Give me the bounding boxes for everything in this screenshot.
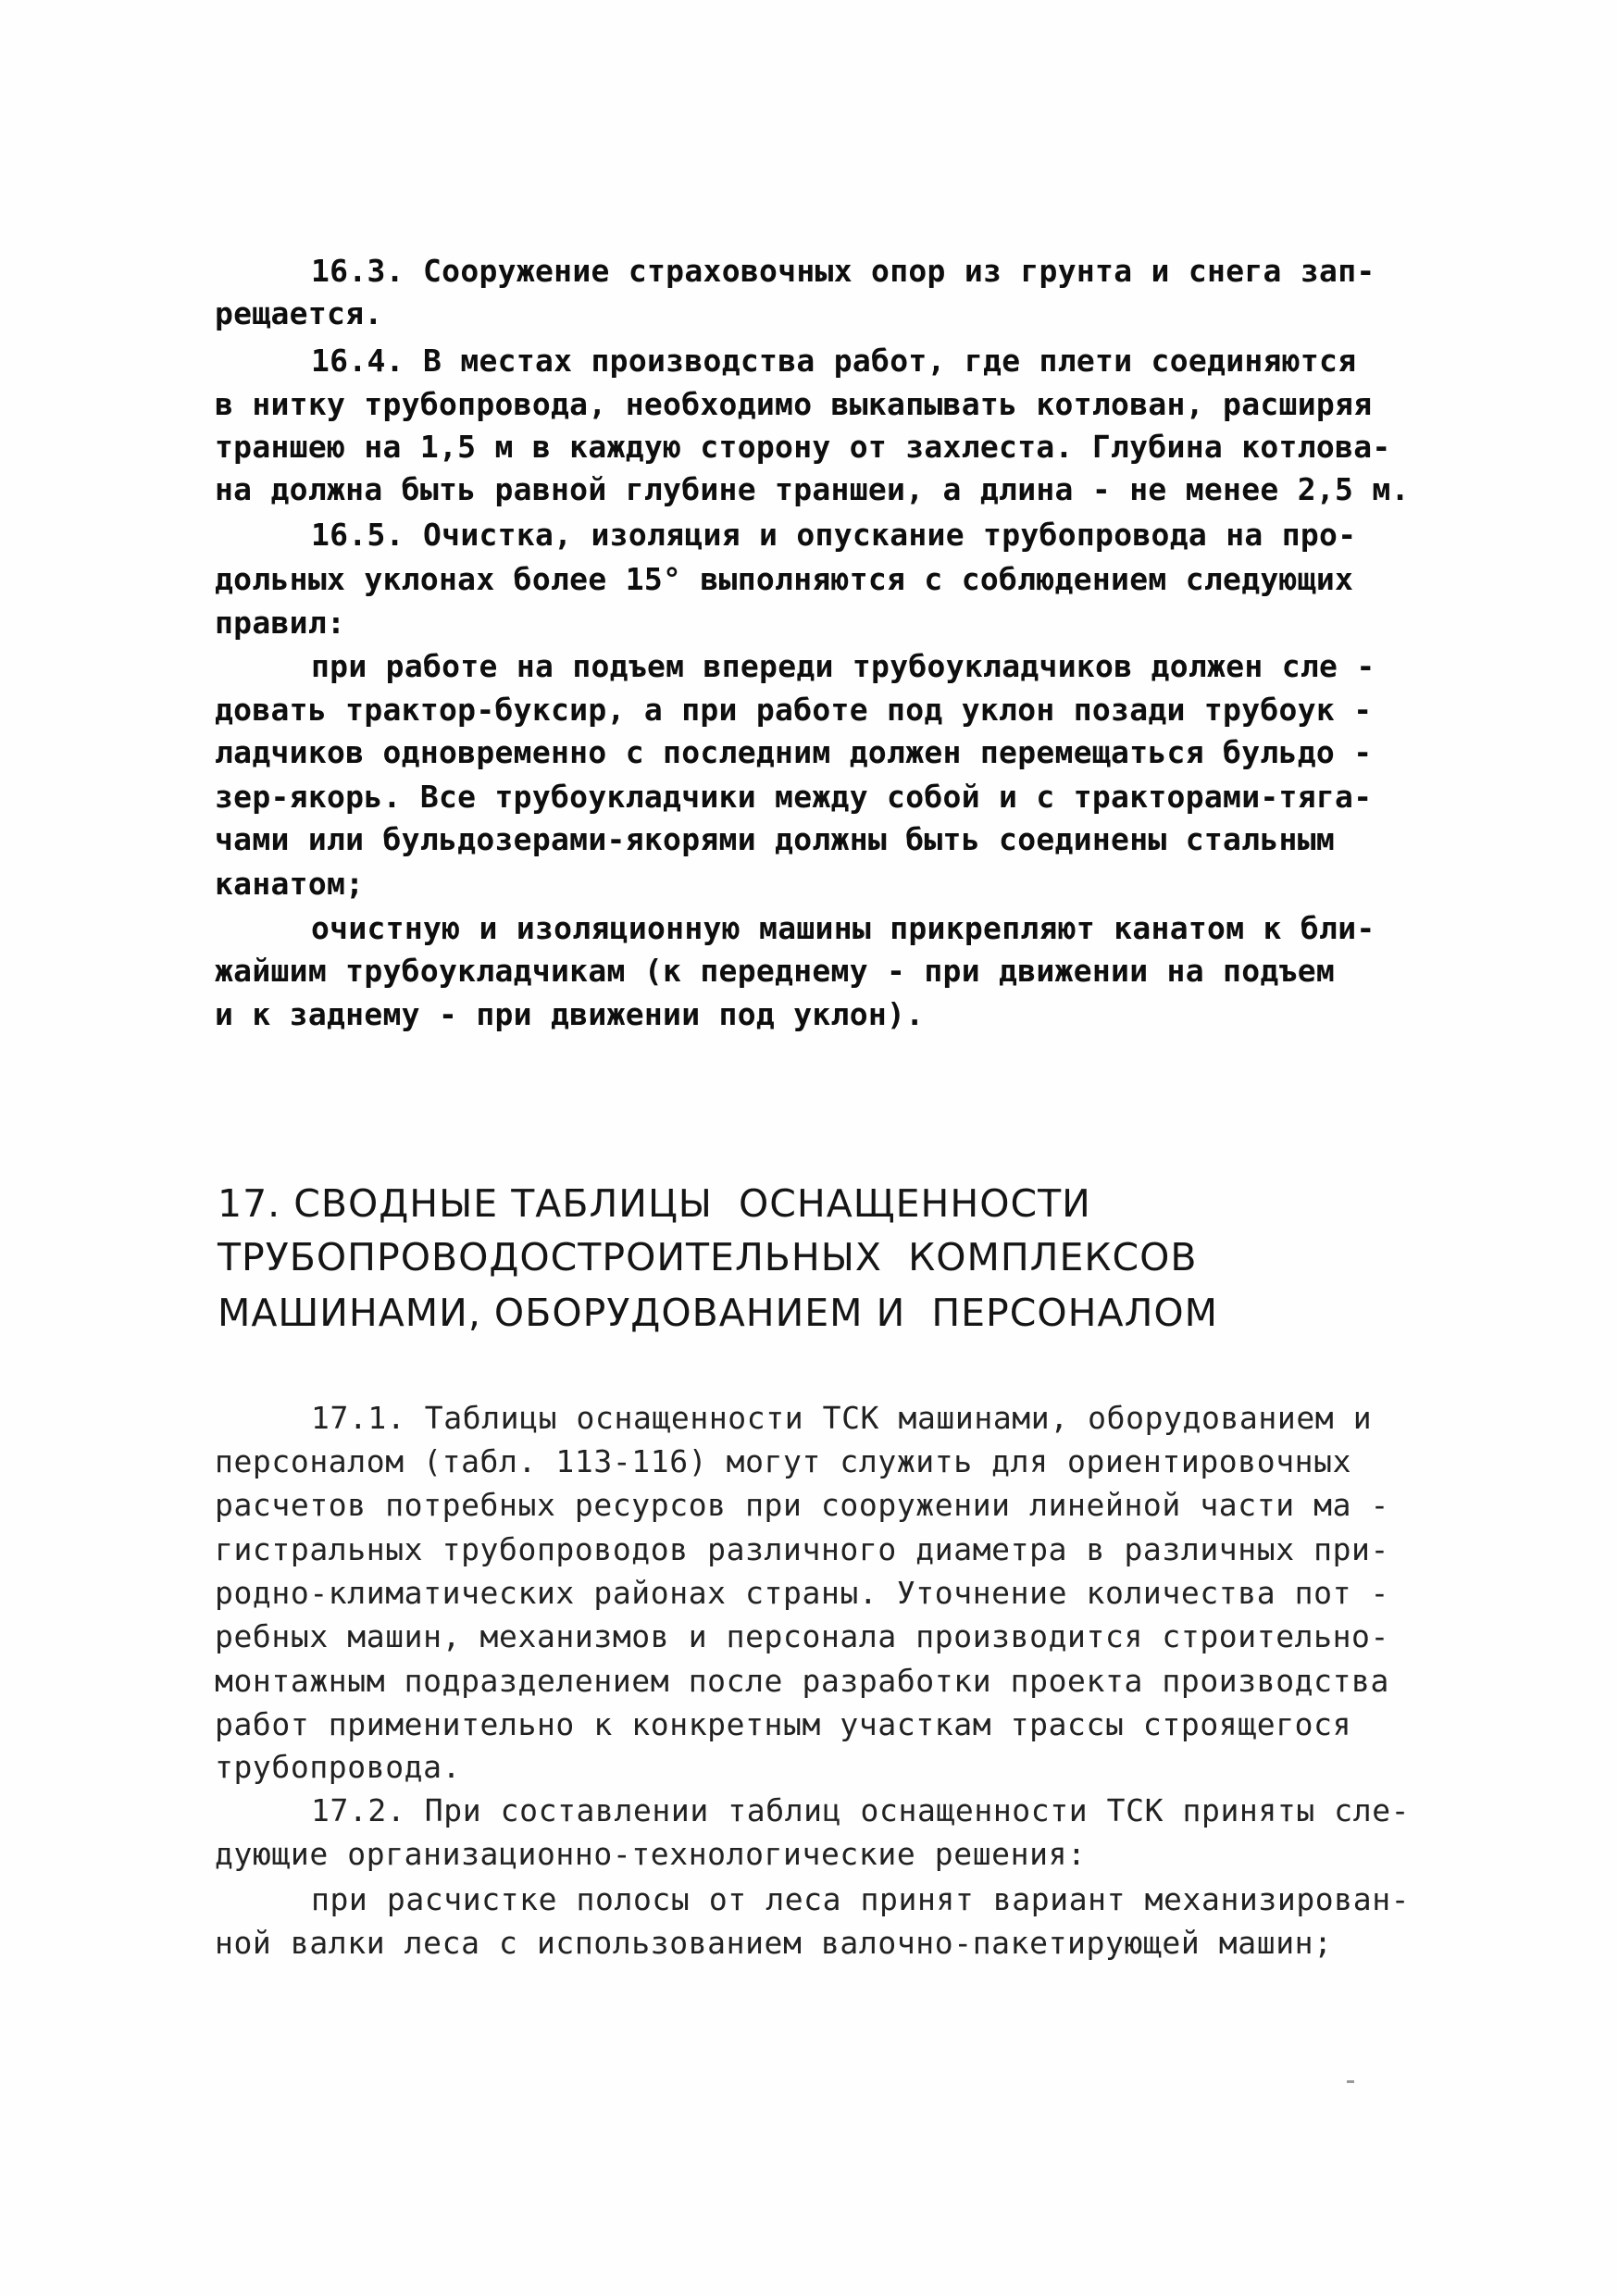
text-line: дольных уклонах более 15° выполняются с соблюдением следующих [215, 561, 1354, 597]
text-line: рещается. [215, 295, 383, 331]
text-line: при работе на подъем впереди трубоукладчиков должен сле - [311, 648, 1375, 684]
text-line: дующие организационно-технологические решения: [215, 1836, 1087, 1872]
heading-line: МАШИНАМИ, ОБОРУДОВАНИЕМ И ПЕРСОНАЛОМ [218, 1291, 1219, 1335]
text-line: очистную и изоляционную машины прикрепляют канатом к бли- [311, 910, 1375, 946]
text-line: трубопровода. [215, 1749, 462, 1785]
text-line: жайшим трубоукладчикам (к переднему - при движении на подъем [215, 953, 1336, 989]
text-line: расчетов потребных ресурсов при сооружении линейной части ма - [215, 1487, 1389, 1523]
text-line: ладчиков одновременно с последним должен перемещаться бульдо - [215, 734, 1373, 770]
text-line: работ применительно к конкретным участкам трассы строящегося [215, 1706, 1352, 1742]
text-line: в нитку трубопровода, необходимо выкапывать котлован, расширяя [215, 386, 1373, 422]
text-line: довать трактор-буксир, а при работе под уклон позади трубоук - [215, 692, 1373, 728]
text-line: 16.3. Сооружение страховочных опор из грунта и снега зап- [311, 253, 1375, 289]
scan-speck [1347, 2080, 1354, 2083]
text-line: правил: [215, 605, 346, 641]
text-line: 16.5. Очистка, изоляция и опускание трубопровода на про- [311, 517, 1357, 553]
text-line: ной валки леса с использованием валочно-пакетирующей машин; [215, 1925, 1333, 1961]
text-line: на должна быть равной глубине траншеи, а длина - не менее 2,5 м. [215, 471, 1410, 507]
heading-line: ТРУБОПРОВОДОСТРОИТЕЛЬНЫХ КОМПЛЕКСОВ [218, 1235, 1198, 1279]
heading-line: 17. СВОДНЫЕ ТАБЛИЦЫ ОСНАЩЕННОСТИ [218, 1181, 1091, 1226]
text-line: гистральных трубопроводов различного диаметра в различных при- [215, 1531, 1389, 1567]
text-line: чами или бульдозерами-якорями должны быть соединены стальным [215, 821, 1336, 857]
text-line: 17.2. При составлении таблиц оснащенности ТСК приняты сле- [311, 1792, 1411, 1828]
text-line: 16.4. В местах производства работ, где плети соединяются [311, 343, 1357, 379]
text-line: родно-климатических районах страны. Уточнение количества пот - [215, 1575, 1389, 1611]
text-line: ребных машин, механизмов и персонала производится строительно- [215, 1618, 1389, 1654]
text-line: при расчистке полосы от леса принят вариант механизирован- [311, 1881, 1411, 1917]
text-line: и к заднему - при движении под уклон). [215, 996, 925, 1032]
text-line: персоналом (табл. 113-116) могут служить для ориентировочных [215, 1443, 1352, 1479]
text-line: зер-якорь. Все трубоукладчики между собой и с тракторами-тяга- [215, 779, 1373, 815]
text-line: 17.1. Таблицы оснащенности ТСК машинами, оборудованием и [311, 1400, 1373, 1436]
text-line: канатом; [215, 866, 365, 902]
text-line: монтажным подразделением после разработки проекта производства [215, 1663, 1389, 1699]
text-line: траншею на 1,5 м в каждую сторону от захлеста. Глубина котлова- [215, 429, 1391, 465]
